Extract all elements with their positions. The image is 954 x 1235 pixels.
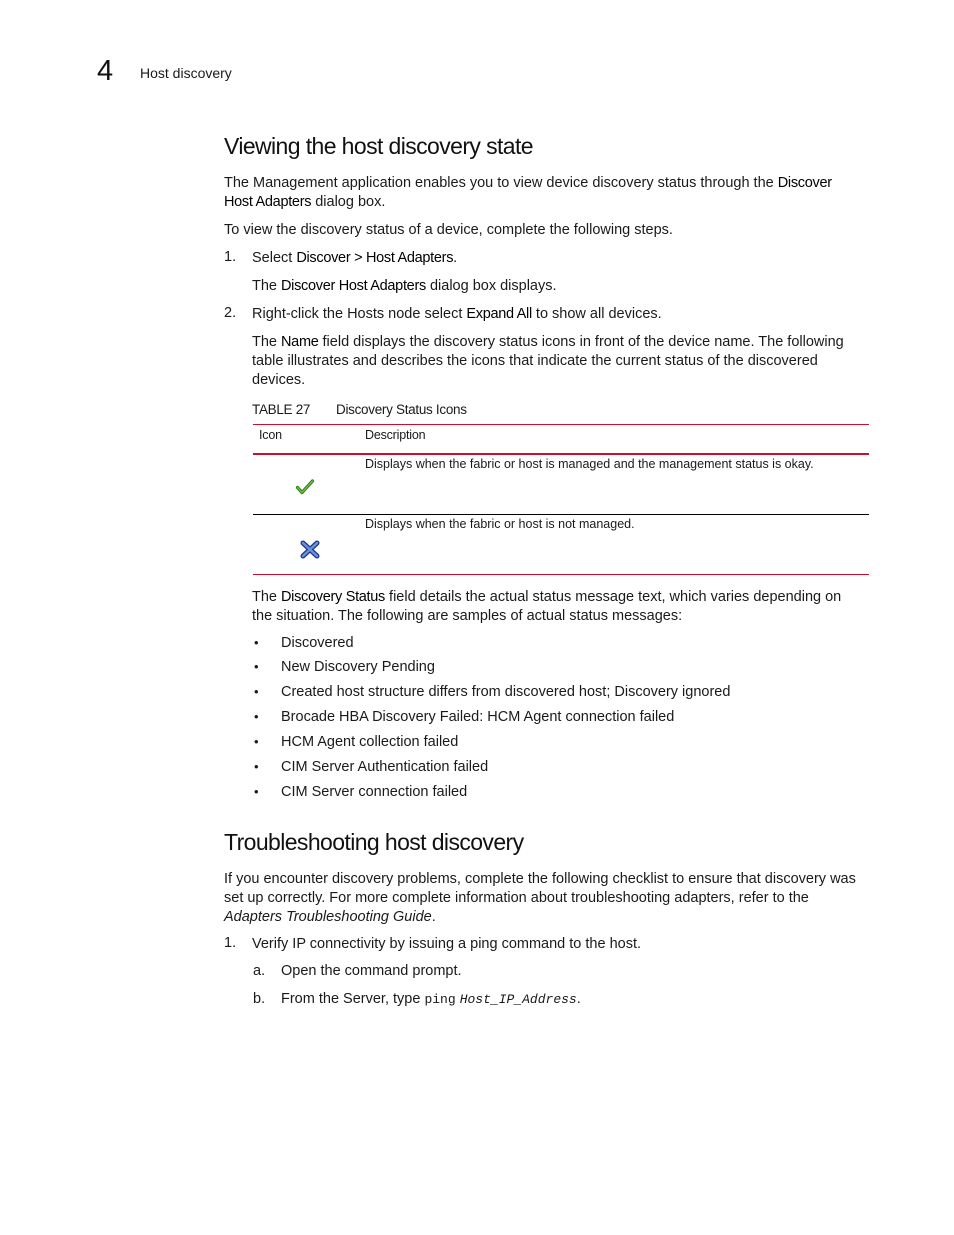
table-row-description: Displays when the fabric or host is managed and the management status is okay. bbox=[365, 457, 814, 471]
table-label: TABLE 27 bbox=[252, 402, 311, 417]
list-item: New Discovery Pending bbox=[281, 659, 435, 675]
table-header-description: Description bbox=[365, 428, 426, 442]
list-item: Discovered bbox=[281, 635, 354, 651]
section-title-troubleshooting: Troubleshooting host discovery bbox=[224, 829, 524, 855]
green-checkmark-icon bbox=[296, 479, 314, 499]
intro-paragraph: The Management application enables you to view device discovery status through the Discover Host Adapters dialog box. bbox=[224, 175, 832, 210]
steps-intro: To view the discovery status of a device, complete the following steps. bbox=[224, 222, 673, 238]
table-row-divider bbox=[253, 514, 869, 515]
ui-term: Expand All bbox=[466, 306, 532, 322]
substep-b: From the Server, type ping Host_IP_Address. bbox=[281, 991, 581, 1007]
list-item: CIM Server connection failed bbox=[281, 784, 468, 800]
bullet: • bbox=[254, 784, 259, 799]
substep-letter: a. bbox=[253, 963, 266, 979]
ui-term: Host Adapters bbox=[224, 194, 312, 210]
step-2-detail: The Name field displays the discovery status icons in front of the device name. The following table illustrates and describes the icons that indicate the current status of the discovered devices. bbox=[252, 334, 844, 388]
table-header-icon: Icon bbox=[259, 428, 282, 442]
blue-x-icon bbox=[300, 540, 320, 563]
list-item: Created host structure differs from discovered host; Discovery ignored bbox=[281, 684, 731, 700]
status-paragraph: The Discovery Status field details the actual status message text, which varies depending on the situation. The following are samples of actual status messages: bbox=[252, 589, 842, 624]
bullet: • bbox=[254, 709, 259, 724]
step-number: 1. bbox=[224, 249, 237, 265]
troubleshooting-paragraph: If you encounter discovery problems, complete the following checklist to ensure that discovery was set up correctly. For more complete information about troubleshooting adapters, refer to the Adapters Troubleshooting Guide. bbox=[224, 871, 856, 925]
troubleshoot-step-1: Verify IP connectivity by issuing a ping command to the host. bbox=[252, 936, 642, 952]
bullet: • bbox=[254, 659, 259, 674]
step-number: 2. bbox=[224, 305, 237, 321]
section-title-viewing: Viewing the host discovery state bbox=[224, 133, 533, 159]
bullet: • bbox=[254, 734, 259, 749]
table-title: Discovery Status Icons bbox=[336, 402, 467, 417]
ui-term: Discover Host Adapters bbox=[281, 278, 426, 294]
step-2: Right-click the Hosts node select Expand All to show all devices. bbox=[252, 306, 662, 322]
chapter-title: Host discovery bbox=[140, 65, 232, 81]
bullet: • bbox=[254, 759, 259, 774]
bullet: • bbox=[254, 684, 259, 699]
step-1-result: The Discover Host Adapters dialog box displays. bbox=[252, 278, 557, 294]
chapter-number: 4 bbox=[97, 55, 114, 87]
ui-term: Name bbox=[281, 334, 319, 350]
substep-letter: b. bbox=[253, 991, 266, 1007]
list-item: HCM Agent collection failed bbox=[281, 734, 459, 750]
ui-term: Discover > Host Adapters bbox=[296, 250, 454, 266]
table-bottom-rule bbox=[253, 574, 869, 575]
list-item: CIM Server Authentication failed bbox=[281, 759, 489, 775]
table-header-rule bbox=[253, 453, 869, 455]
ui-term: Discovery Status bbox=[281, 589, 386, 605]
guide-title: Adapters Troubleshooting Guide bbox=[224, 909, 432, 925]
step-1: Select Discover > Host Adapters. bbox=[252, 250, 458, 266]
table-row-description: Displays when the fabric or host is not managed. bbox=[365, 517, 635, 531]
command-text: ping bbox=[424, 992, 456, 1007]
command-argument: Host_IP_Address bbox=[459, 992, 577, 1007]
substep-a: Open the command prompt. bbox=[281, 963, 462, 979]
step-number: 1. bbox=[224, 935, 237, 951]
ui-term: Discover bbox=[777, 175, 832, 191]
table-top-rule bbox=[253, 424, 869, 425]
bullet: • bbox=[254, 635, 259, 650]
list-item: Brocade HBA Discovery Failed: HCM Agent connection failed bbox=[281, 709, 675, 725]
